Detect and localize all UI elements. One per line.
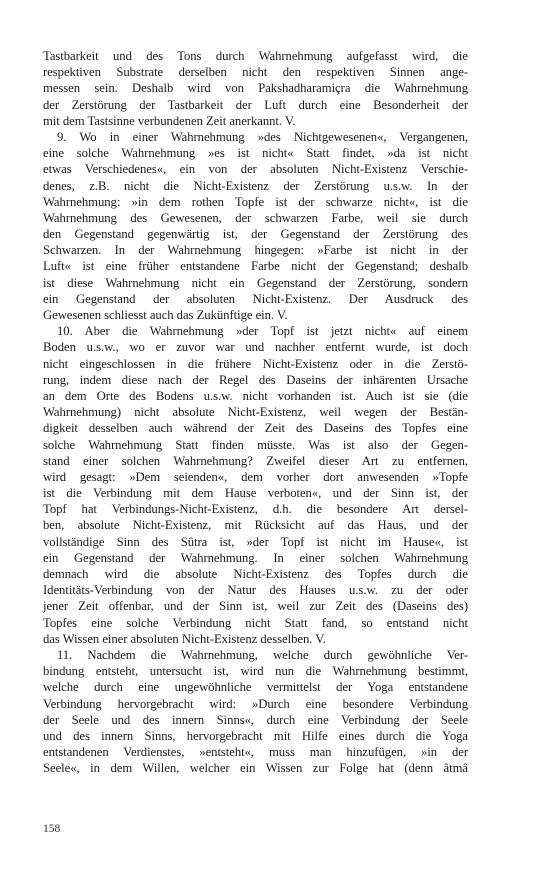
text-line: messen sein. Deshalb wird von Pakshadharamiçra die Wahrnehmung — [43, 81, 468, 96]
text-line: ein Gegenstand der Wahrnehmung. In einer solchen Wahrnehmung — [43, 550, 468, 565]
text-line: 9. Wo in einer Wahrnehmung »des Nichtgewesenen«, Vergangenen, — [57, 129, 468, 144]
text-line: 11. Nachdem die Wahrnehmung, welche durch gewöhnliche Ver- — [57, 647, 468, 662]
text-line: demnach wird die absolute Nicht-Existenz des Topfes durch die — [43, 567, 468, 581]
text-line: Luft« ist eine früher entstandene Farbe nicht der Gegenstand; deshalb — [43, 259, 468, 274]
text-line: und des innern Sinns, hervorgebracht mit Hilfe eines durch die Yoga — [43, 728, 468, 743]
text-line: der Seele und des innern Sinns«, durch eine Verbindung der Seele — [43, 712, 468, 727]
text-line: an dem Orte des Bodens u.s.w. nicht vorhanden ist. Auch ist sie (die — [43, 388, 468, 403]
text-line: das Wissen einer absoluten Nicht-Existenz desselben. V. — [43, 631, 326, 646]
text-line: Identitäts-Verbindung von der Natur des Hauses u.s.w. zu der oder — [43, 583, 468, 598]
text-line: nicht eingeschlossen in die frühere Nicht-Existenz oder in die Zerstö- — [43, 356, 468, 371]
text-line: vollständige Sinn des Sûtra ist, »der Topf ist nicht im Hause«, ist — [43, 534, 468, 549]
text-line: Gewesenen schliesst auch das Zukünftige ein. V. — [43, 308, 288, 322]
text-line: Verbindung hervorgebracht wird: »Durch eine besondere Verbindung — [43, 696, 468, 711]
page-number: 158 — [43, 823, 61, 835]
text-line: Wahrnehmung des Gewesenen, der schwarzen Farbe, weil sie durch — [43, 210, 468, 225]
text-line: Wahrnehmung) nicht absolute Nicht-Existenz, weil wegen der Bestän- — [43, 405, 468, 420]
text-line: digkeit desselben auch während der Zeit des Daseins des Topfes eine — [43, 421, 468, 436]
text-line: Topf hat Verbindungs-Nicht-Existenz, d.h. die besondere Art dersel- — [43, 502, 468, 517]
text-line: entstandenen Verdienstes, »entsteht«, muss man hinzufügen, »in der — [43, 745, 468, 760]
text-line: rung, indem diese nach der Regel des Daseins der inhärenten Ursache — [43, 372, 468, 387]
text-line: jener Zeit offenbar, und der Sinn ist, weil zur Zeit des (Daseins des) — [43, 599, 468, 614]
text-line: der Zerstörung der Tastbarkeit der Luft durch eine Besonderheit der — [43, 97, 468, 112]
text-line: etwas Verschiedenes«, ein von der absoluten Nicht-Existenz Verschie- — [43, 162, 468, 177]
text-line: denes, z.B. nicht die Nicht-Existenz der Zerstörung u.s.w. In der — [43, 178, 468, 193]
text-line: 10. Aber die Wahrnehmung »der Topf ist jetzt nicht« auf einem — [57, 324, 468, 339]
text-line: Schwarzen. In der Wahrnehmung hingegen: »Farbe ist nicht in der — [43, 243, 468, 258]
text-line: Tastbarkeit und des Tons durch Wahrnehmung aufgefasst wird, die — [43, 49, 468, 63]
text-line: Seele«, in dem Willen, welcher ein Wissen zur Folge hat (denn âtmâ — [43, 761, 468, 776]
body-text — [43, 48, 468, 776]
text-line: wird gesagt: »Dem seienden«, dem vorher dort anwesenden »Topfe — [43, 469, 468, 484]
text-line: respektiven Substrate derselben nicht den respektiven Sinnen ange- — [43, 65, 468, 80]
text-line: ben, absolute Nicht-Existenz, mit Rücksicht auf das Haus, und der — [43, 518, 468, 533]
text-line: bindung entsteht, untersucht ist, wird nun die Wahrnehmung bestimmt, — [43, 664, 468, 679]
text-line: ein Gegenstand der absoluten Nicht-Existenz. Der Ausdruck des — [43, 291, 468, 306]
text-line: den Gegenstand gegenwärtig ist, der Gegenstand der Zerstörung des — [43, 227, 468, 242]
text-line: ist diese Wahrnehmung nicht ein Gegenstand der Zerstörung, sondern — [43, 275, 468, 290]
text-line: Wahrnehmung: »in dem rothen Topfe ist der schwarze nicht«, ist die — [43, 194, 468, 209]
text-line: eine solche Wahrnehmung »es ist nicht« Statt findet, »da ist nicht — [43, 146, 468, 161]
text-line: ist die Verbindung mit dem Hause verboten«, und der Sinn ist, der — [43, 486, 468, 501]
text-line: welche durch eine ungewöhnliche vermittelst der Yoga entstandene — [43, 680, 468, 695]
text-line: Boden u.s.w., wo er zuvor war und nachher entfernt wurde, ist doch — [43, 340, 468, 355]
text-line: stand einer solchen Wahrnehmung? Zweifel dieser Art zu entfernen, — [43, 453, 468, 468]
text-line: mit dem Tastsinne verbundenen Zeit anerkannt. V. — [43, 113, 296, 128]
text-line: solche Wahrnehmung Statt finden müsste. Was ist also der Gegen- — [43, 437, 468, 452]
text-line: Topfes eine solche Verbindung nicht Statt fand, so entstand nicht — [43, 615, 468, 630]
